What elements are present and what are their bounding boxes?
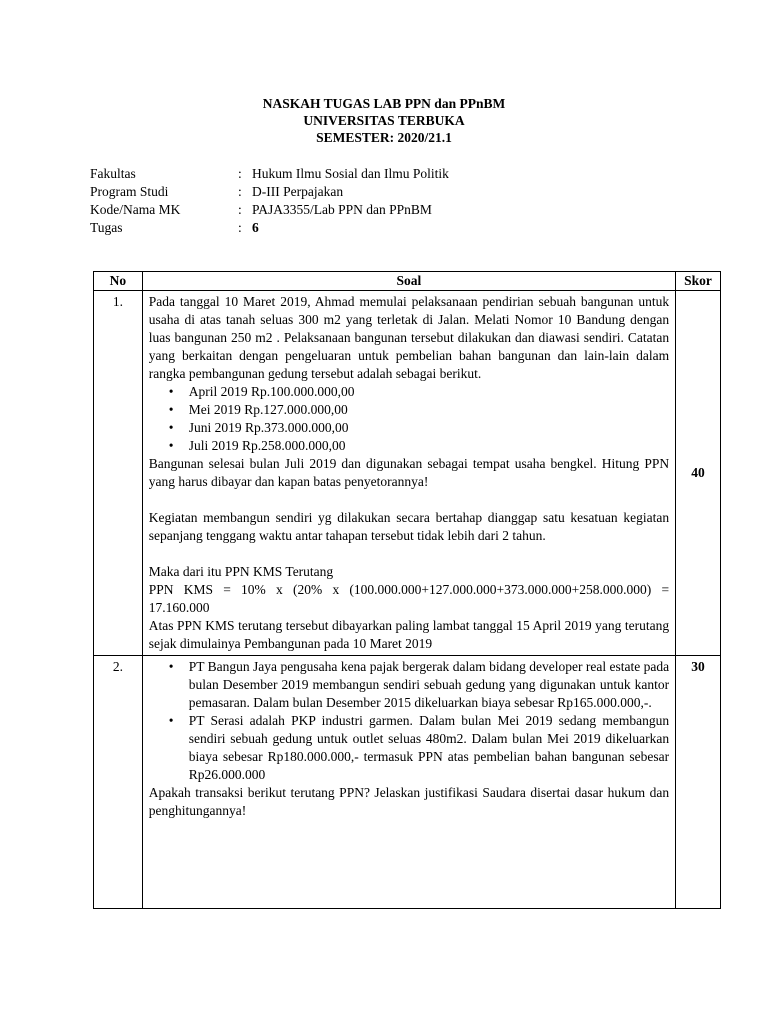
case-list (149, 658, 669, 784)
header-semester: SEMESTER: 2020/21.1 (316, 130, 452, 145)
answer-conclusion: Atas PPN KMS terutang tersebut dibayarkan paling lambat tanggal 15 April 2019 yang terutang sejak dimulainya Pembangunan pada 10 Maret 2019 (148, 618, 670, 651)
meta-label: Tugas (90, 220, 123, 235)
answer-heading: Maka dari itu PPN KMS Terutang (148, 564, 334, 579)
meta-label: Program Studi (90, 184, 169, 199)
task-table (93, 271, 721, 909)
column-header-skor: Skor (676, 272, 721, 291)
meta-separator: : (238, 202, 242, 217)
column-header-soal: Soal (142, 272, 675, 291)
meta-value: D-III Perpajakan (252, 184, 344, 199)
question-text: Apakah transaksi berikut terutang PPN? Jelaskan justifikasi Saudara disertai dasar hukum dan penghitungannya! (148, 785, 670, 818)
question-cell (142, 656, 675, 909)
answer-paragraph: Kegiatan membangun sendiri yg dilakukan secara bertahap dianggap satu kesatuan kegiatan sepanjang tenggang waktu antar tahapan tersebut tidak lebih dari 2 tahun. (148, 510, 670, 543)
meta-row-fakultas (90, 165, 449, 183)
table-row (94, 291, 721, 656)
meta-value: Hukum Ilmu Sosial dan Ilmu Politik (252, 166, 449, 181)
table-row (94, 656, 721, 909)
question-intro: Pada tanggal 10 Maret 2019, Ahmad memulai pelaksanaan pendirian sebuah bangunan untuk usaha di atas tanah seluas 300 m2 yang terletak di Jalan. Melati Nomor 10 Bandung dengan luas bangunan 250 m2 . Pelaksanaan bangunan tersebut dilakukan dan diawasi sendiri. Catatan yang berkaitan dengan pengeluaran untuk pembelian bahan bangunan dan lain-lain dalam rangka pembangunan gedung tersebut adalah sebagai berikut. (148, 294, 670, 381)
document-header (0, 95, 768, 146)
row-number: 1. (94, 291, 143, 656)
header-university: UNIVERSITAS TERBUKA (303, 113, 465, 128)
table-header-row (94, 272, 721, 291)
meta-value: 6 (252, 220, 259, 235)
answer-calculation: PPN KMS = 10% x (20% x (100.000.000+127.000.000+373.000.000+258.000.000) = 17.160.000 (148, 582, 670, 615)
course-info (90, 165, 449, 237)
header-title: NASKAH TUGAS LAB PPN dan PPnBM (262, 96, 506, 111)
list-item: • PT Bangun Jaya pengusaha kena pajak bergerak dalam bidang developer real estate pada bulan Desember 2019 membangun sendiri sebuah gedung yang digunakan untuk kantor pemasaran. Dalam bulan Desember 2015 dikeluarkan biaya sebesar Rp165.000.000,-. (189, 658, 669, 712)
question-cell (142, 291, 675, 656)
list-item: • Juli 2019 Rp.258.000.000,00 (189, 437, 669, 455)
column-header-no: No (94, 272, 143, 291)
score-cell: 40 (676, 291, 721, 656)
meta-row-program-studi (90, 183, 449, 201)
score-cell: 30 (676, 656, 721, 909)
meta-label: Fakultas (90, 166, 136, 181)
list-item: • April 2019 Rp.100.000.000,00 (189, 383, 669, 401)
meta-label: Kode/Nama MK (90, 202, 181, 217)
meta-row-kode-mk (90, 201, 449, 219)
meta-row-tugas (90, 219, 449, 237)
meta-separator: : (238, 166, 242, 181)
list-item: • Mei 2019 Rp.127.000.000,00 (189, 401, 669, 419)
meta-separator: : (238, 184, 242, 199)
meta-value: PAJA3355/Lab PPN dan PPnBM (252, 202, 432, 217)
meta-separator: : (238, 220, 242, 235)
row-number: 2. (94, 656, 143, 909)
expense-list (149, 383, 669, 455)
question-text: Bangunan selesai bulan Juli 2019 dan digunakan sebagai tempat usaha bengkel. Hitung PPN yang harus dibayar dan kapan batas penyetorannya! (148, 456, 670, 489)
list-item: • PT Serasi adalah PKP industri garmen. Dalam bulan Mei 2019 sedang membangun sendiri sebuah gedung untuk outlet seluas 480m2. Dalam bulan Mei 2019 dikeluarkan biaya sebesar Rp180.000.000,- termasuk PPN atas pembelian bahan bangunan sebesar Rp26.000.000 (189, 712, 669, 784)
list-item: • Juni 2019 Rp.373.000.000,00 (189, 419, 669, 437)
